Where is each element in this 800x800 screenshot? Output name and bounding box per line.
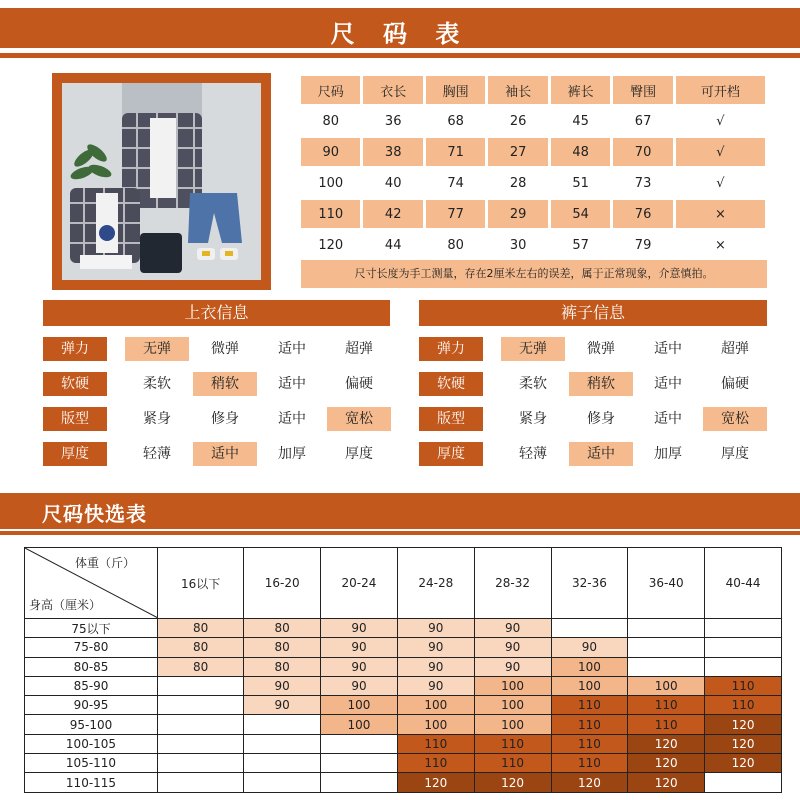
size-col-header: 臀围 bbox=[613, 76, 672, 104]
info-option: 适中 bbox=[654, 341, 682, 357]
quick-row bbox=[25, 754, 782, 773]
size-table-row bbox=[301, 169, 765, 197]
quick-row bbox=[25, 619, 782, 638]
size-recommendation: 90 bbox=[321, 657, 398, 676]
size-recommendation: 90 bbox=[397, 638, 474, 657]
empty-cell bbox=[705, 657, 782, 676]
empty-cell bbox=[158, 773, 244, 792]
size-cell: 120 bbox=[301, 231, 360, 259]
size-recommendation: 80 bbox=[158, 619, 244, 638]
empty-cell bbox=[705, 773, 782, 792]
info-option-selected: 适中 bbox=[193, 442, 257, 466]
info-option: 柔软 bbox=[143, 376, 171, 392]
size-recommendation: 120 bbox=[705, 715, 782, 734]
size-recommendation: 90 bbox=[244, 676, 321, 695]
info-option-selected: 宽松 bbox=[327, 407, 391, 431]
empty-cell bbox=[321, 734, 398, 753]
quick-row bbox=[25, 676, 782, 695]
info-option-selected: 无弹 bbox=[125, 337, 189, 361]
size-recommendation: 100 bbox=[474, 715, 551, 734]
size-cell: 100 bbox=[301, 169, 360, 197]
quick-select-table bbox=[24, 547, 782, 793]
quick-corner-cell bbox=[25, 548, 158, 619]
size-recommendation: 120 bbox=[628, 754, 705, 773]
empty-cell bbox=[551, 619, 628, 638]
size-cell: √ bbox=[676, 169, 765, 197]
info-option: 紧身 bbox=[519, 411, 547, 427]
info-row-label: 厚度 bbox=[43, 442, 107, 466]
size-cell: 40 bbox=[363, 169, 422, 197]
size-cell: 77 bbox=[426, 200, 485, 228]
info-option: 紧身 bbox=[143, 411, 171, 427]
size-recommendation: 100 bbox=[628, 676, 705, 695]
size-recommendation: 90 bbox=[397, 619, 474, 638]
size-recommendation: 80 bbox=[158, 638, 244, 657]
size-cell: 110 bbox=[301, 200, 360, 228]
size-recommendation: 100 bbox=[551, 676, 628, 695]
size-recommendation: 110 bbox=[551, 715, 628, 734]
weight-header: 24-28 bbox=[397, 548, 474, 619]
info-row-label: 软硬 bbox=[419, 372, 483, 396]
info-option-selected: 稍软 bbox=[569, 372, 633, 396]
height-label: 110-115 bbox=[25, 773, 158, 792]
size-cell: 51 bbox=[551, 169, 610, 197]
info-row-label: 软硬 bbox=[43, 372, 107, 396]
size-table-header-row bbox=[301, 76, 765, 104]
corner-height-label: 身高（厘米） bbox=[29, 598, 102, 612]
size-col-header: 胸围 bbox=[426, 76, 485, 104]
info-option: 微弹 bbox=[587, 341, 615, 357]
size-col-header: 袖长 bbox=[488, 76, 547, 104]
size-cell: 29 bbox=[488, 200, 547, 228]
empty-cell bbox=[244, 754, 321, 773]
size-recommendation: 90 bbox=[321, 619, 398, 638]
quick-row bbox=[25, 638, 782, 657]
size-cell: 71 bbox=[426, 138, 485, 166]
info-option: 适中 bbox=[654, 376, 682, 392]
size-recommendation: 110 bbox=[474, 754, 551, 773]
height-label: 75-80 bbox=[25, 638, 158, 657]
size-table-row bbox=[301, 138, 765, 166]
size-cell: 42 bbox=[363, 200, 422, 228]
size-recommendation: 110 bbox=[397, 734, 474, 753]
info-row-label: 版型 bbox=[419, 407, 483, 431]
info-row-label: 弹力 bbox=[419, 337, 483, 361]
divider bbox=[0, 531, 800, 535]
info-option: 超弹 bbox=[345, 341, 373, 357]
size-recommendation: 110 bbox=[397, 754, 474, 773]
size-cell: 38 bbox=[363, 138, 422, 166]
info-option: 超弹 bbox=[721, 341, 749, 357]
size-cell: 67 bbox=[613, 107, 672, 135]
page-header-banner bbox=[0, 8, 800, 52]
size-recommendation: 100 bbox=[397, 696, 474, 715]
empty-cell bbox=[321, 773, 398, 792]
info-option-selected: 宽松 bbox=[703, 407, 767, 431]
height-label: 105-110 bbox=[25, 754, 158, 773]
size-recommendation: 100 bbox=[321, 715, 398, 734]
size-recommendation: 80 bbox=[244, 638, 321, 657]
size-recommendation: 110 bbox=[628, 715, 705, 734]
info-row-label: 版型 bbox=[43, 407, 107, 431]
size-recommendation: 120 bbox=[474, 773, 551, 792]
size-recommendation: 120 bbox=[397, 773, 474, 792]
size-recommendation: 100 bbox=[474, 676, 551, 695]
size-recommendation: 90 bbox=[321, 638, 398, 657]
weight-header: 16-20 bbox=[244, 548, 321, 619]
size-cell: 45 bbox=[551, 107, 610, 135]
size-cell: 54 bbox=[551, 200, 610, 228]
size-cell: 79 bbox=[613, 231, 672, 259]
size-recommendation: 80 bbox=[244, 619, 321, 638]
size-cell: × bbox=[676, 200, 765, 228]
empty-cell bbox=[705, 638, 782, 657]
height-label: 85-90 bbox=[25, 676, 158, 695]
info-option: 厚度 bbox=[345, 446, 373, 462]
size-recommendation: 120 bbox=[628, 734, 705, 753]
size-recommendation: 120 bbox=[628, 773, 705, 792]
size-recommendation: 110 bbox=[705, 676, 782, 695]
size-table-row bbox=[301, 200, 765, 228]
empty-cell bbox=[628, 638, 705, 657]
size-recommendation: 110 bbox=[551, 754, 628, 773]
size-cell: √ bbox=[676, 107, 765, 135]
height-label: 90-95 bbox=[25, 696, 158, 715]
empty-cell bbox=[628, 619, 705, 638]
info-option: 适中 bbox=[278, 411, 306, 427]
pants-info-title: 裤子信息 bbox=[419, 300, 767, 326]
size-cell: 74 bbox=[426, 169, 485, 197]
info-option-selected: 适中 bbox=[569, 442, 633, 466]
quick-header-row bbox=[25, 548, 782, 619]
size-cell: 68 bbox=[426, 107, 485, 135]
size-recommendation: 80 bbox=[158, 657, 244, 676]
size-cell: √ bbox=[676, 138, 765, 166]
kids-outfit-illustration bbox=[62, 83, 261, 280]
size-recommendation: 110 bbox=[551, 734, 628, 753]
height-label: 95-100 bbox=[25, 715, 158, 734]
size-note: 尺寸长度为手工测量，存在2厘米左右的误差，属于正常现象，介意慎拍。 bbox=[301, 260, 767, 288]
product-photo bbox=[62, 83, 261, 280]
size-recommendation: 120 bbox=[705, 734, 782, 753]
size-recommendation: 90 bbox=[474, 657, 551, 676]
info-option: 柔软 bbox=[519, 376, 547, 392]
size-col-header: 衣长 bbox=[363, 76, 422, 104]
size-cell: 90 bbox=[301, 138, 360, 166]
size-cell: 73 bbox=[613, 169, 672, 197]
size-recommendation: 90 bbox=[474, 619, 551, 638]
quick-row bbox=[25, 696, 782, 715]
info-option: 轻薄 bbox=[519, 446, 547, 462]
size-recommendation: 90 bbox=[397, 657, 474, 676]
quick-select-title: 尺码快选表 bbox=[42, 502, 147, 526]
size-recommendation: 100 bbox=[474, 696, 551, 715]
size-recommendation: 120 bbox=[551, 773, 628, 792]
size-col-header: 尺码 bbox=[301, 76, 360, 104]
quick-row bbox=[25, 773, 782, 792]
size-recommendation: 80 bbox=[244, 657, 321, 676]
size-cell: 44 bbox=[363, 231, 422, 259]
empty-cell bbox=[244, 773, 321, 792]
size-recommendation: 110 bbox=[551, 696, 628, 715]
quick-row bbox=[25, 657, 782, 676]
info-option: 微弹 bbox=[211, 341, 239, 357]
size-cell: 28 bbox=[488, 169, 547, 197]
product-photo-frame bbox=[52, 73, 271, 290]
weight-header: 20-24 bbox=[321, 548, 398, 619]
info-option-selected: 无弹 bbox=[501, 337, 565, 361]
empty-cell bbox=[705, 619, 782, 638]
size-recommendation: 110 bbox=[628, 696, 705, 715]
size-cell: 70 bbox=[613, 138, 672, 166]
info-option: 修身 bbox=[211, 411, 239, 427]
quick-row bbox=[25, 734, 782, 753]
info-option: 适中 bbox=[278, 376, 306, 392]
size-recommendation: 120 bbox=[705, 754, 782, 773]
height-label: 100-105 bbox=[25, 734, 158, 753]
size-cell: × bbox=[676, 231, 765, 259]
info-option: 加厚 bbox=[654, 446, 682, 462]
size-recommendation: 110 bbox=[474, 734, 551, 753]
page-title: 尺 码 表 bbox=[330, 20, 470, 48]
size-col-header: 裤长 bbox=[551, 76, 610, 104]
size-cell: 27 bbox=[488, 138, 547, 166]
size-cell: 80 bbox=[301, 107, 360, 135]
size-recommendation: 90 bbox=[551, 638, 628, 657]
empty-cell bbox=[158, 696, 244, 715]
quick-select-banner bbox=[0, 493, 800, 529]
top-info-title: 上衣信息 bbox=[43, 300, 390, 326]
size-recommendation: 100 bbox=[397, 715, 474, 734]
info-option: 加厚 bbox=[278, 446, 306, 462]
size-cell: 48 bbox=[551, 138, 610, 166]
size-cell: 36 bbox=[363, 107, 422, 135]
size-cell: 30 bbox=[488, 231, 547, 259]
info-row-label: 厚度 bbox=[419, 442, 483, 466]
size-table bbox=[298, 73, 768, 262]
info-option: 适中 bbox=[278, 341, 306, 357]
size-col-header: 可开档 bbox=[676, 76, 765, 104]
size-table-row bbox=[301, 107, 765, 135]
size-recommendation: 110 bbox=[705, 696, 782, 715]
info-row-label: 弹力 bbox=[43, 337, 107, 361]
size-cell: 57 bbox=[551, 231, 610, 259]
info-option: 轻薄 bbox=[143, 446, 171, 462]
empty-cell bbox=[158, 715, 244, 734]
empty-cell bbox=[244, 715, 321, 734]
empty-cell bbox=[158, 676, 244, 695]
size-recommendation: 90 bbox=[397, 676, 474, 695]
info-option: 厚度 bbox=[721, 446, 749, 462]
empty-cell bbox=[321, 754, 398, 773]
empty-cell bbox=[244, 734, 321, 753]
height-label: 80-85 bbox=[25, 657, 158, 676]
size-recommendation: 90 bbox=[321, 676, 398, 695]
empty-cell bbox=[628, 657, 705, 676]
weight-header: 36-40 bbox=[628, 548, 705, 619]
weight-header: 32-36 bbox=[551, 548, 628, 619]
info-option: 偏硬 bbox=[721, 376, 749, 392]
corner-weight-label: 体重（斤） bbox=[75, 556, 136, 570]
info-option: 修身 bbox=[587, 411, 615, 427]
empty-cell bbox=[158, 734, 244, 753]
info-option: 适中 bbox=[654, 411, 682, 427]
size-recommendation: 100 bbox=[551, 657, 628, 676]
size-recommendation: 90 bbox=[244, 696, 321, 715]
height-label: 75以下 bbox=[25, 619, 158, 638]
weight-header: 28-32 bbox=[474, 548, 551, 619]
size-recommendation: 100 bbox=[321, 696, 398, 715]
size-cell: 26 bbox=[488, 107, 547, 135]
weight-header: 40-44 bbox=[705, 548, 782, 619]
size-cell: 76 bbox=[613, 200, 672, 228]
quick-row bbox=[25, 715, 782, 734]
empty-cell bbox=[158, 754, 244, 773]
weight-header: 16以下 bbox=[158, 548, 244, 619]
size-recommendation: 90 bbox=[474, 638, 551, 657]
info-option: 偏硬 bbox=[345, 376, 373, 392]
info-option-selected: 稍软 bbox=[193, 372, 257, 396]
size-table-row bbox=[301, 231, 765, 259]
size-cell: 80 bbox=[426, 231, 485, 259]
